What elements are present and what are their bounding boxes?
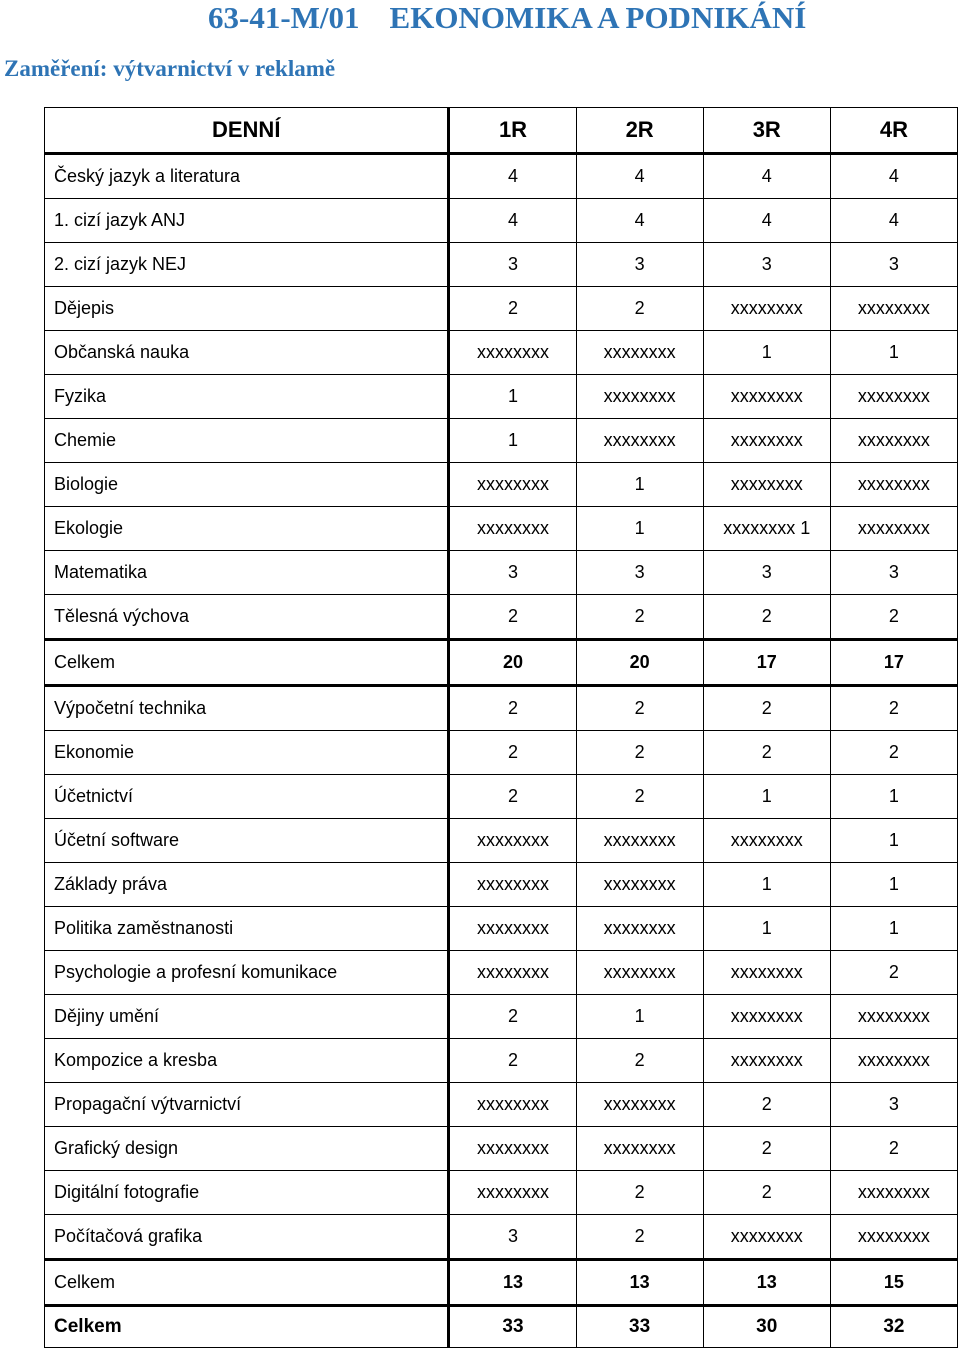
subject-name: Celkem <box>45 640 449 686</box>
lesson-count: 2 <box>830 951 957 995</box>
table-header-row <box>45 108 958 154</box>
lesson-count: xxxxxxxx <box>703 819 830 863</box>
curriculum-table <box>44 107 958 1348</box>
table-row <box>45 686 958 731</box>
lesson-count: 1 <box>703 331 830 375</box>
lesson-count: xxxxxxxx <box>449 1171 576 1215</box>
lesson-count: 4 <box>576 154 703 199</box>
subject-name: Dějiny umění <box>45 995 449 1039</box>
lesson-count: 3 <box>703 551 830 595</box>
column-header: 4R <box>830 108 957 154</box>
subject-name: Propagační výtvarnictví <box>45 1083 449 1127</box>
lesson-count: 17 <box>703 640 830 686</box>
document-title <box>208 0 806 36</box>
lesson-count: 1 <box>576 995 703 1039</box>
subject-name: Občanská nauka <box>45 331 449 375</box>
subject-name: Počítačová grafika <box>45 1215 449 1260</box>
lesson-count: xxxxxxxx <box>703 1215 830 1260</box>
column-header: DENNÍ <box>45 108 449 154</box>
lesson-count: 3 <box>830 243 957 287</box>
lesson-count: 2 <box>703 686 830 731</box>
lesson-count: xxxxxxxx <box>703 287 830 331</box>
lesson-count: xxxxxxxx <box>830 995 957 1039</box>
lesson-count: 4 <box>703 154 830 199</box>
subject-name: Kompozice a kresba <box>45 1039 449 1083</box>
lesson-count: 2 <box>830 595 957 640</box>
lesson-count: 20 <box>449 640 576 686</box>
subject-name: Grafický design <box>45 1127 449 1171</box>
lesson-count: 4 <box>703 199 830 243</box>
lesson-count: 3 <box>830 1083 957 1127</box>
lesson-count: 2 <box>449 731 576 775</box>
field-name: EKONOMIKA A PODNIKÁNÍ <box>389 0 807 35</box>
lesson-count: xxxxxxxx <box>449 907 576 951</box>
lesson-count: xxxxxxxx <box>830 375 957 419</box>
lesson-count: xxxxxxxx <box>449 507 576 551</box>
lesson-count: 1 <box>703 775 830 819</box>
table-row <box>45 154 958 199</box>
table-row <box>45 1171 958 1215</box>
lesson-count: 3 <box>830 551 957 595</box>
lesson-count: xxxxxxxx <box>576 863 703 907</box>
lesson-count: 2 <box>830 1127 957 1171</box>
subject-name: Politika zaměstnanosti <box>45 907 449 951</box>
lesson-count: 2 <box>830 686 957 731</box>
lesson-count: 1 <box>830 907 957 951</box>
lesson-count: xxxxxxxx <box>703 375 830 419</box>
lesson-count: xxxxxxxx <box>703 995 830 1039</box>
table-row <box>45 287 958 331</box>
subject-name: 1. cizí jazyk ANJ <box>45 199 449 243</box>
lesson-count: 4 <box>576 199 703 243</box>
lesson-count: 1 <box>703 863 830 907</box>
lesson-count: 30 <box>703 1306 830 1348</box>
lesson-count: 2 <box>576 731 703 775</box>
lesson-count: 1 <box>449 419 576 463</box>
table-row <box>45 463 958 507</box>
table-row <box>45 1083 958 1127</box>
lesson-count: 2 <box>449 775 576 819</box>
lesson-count: xxxxxxxx <box>576 951 703 995</box>
lesson-count: xxxxxxxx <box>576 1127 703 1171</box>
lesson-count: xxxxxxxx <box>830 1171 957 1215</box>
table-row <box>45 199 958 243</box>
lesson-count: 32 <box>830 1306 957 1348</box>
subject-name: Celkem <box>45 1260 449 1306</box>
field-code: 63-41-M/01 <box>208 0 360 35</box>
lesson-count: 4 <box>449 199 576 243</box>
lesson-count: 4 <box>830 199 957 243</box>
lesson-count: 3 <box>703 243 830 287</box>
subtotal-row <box>45 640 958 686</box>
lesson-count: 2 <box>703 1127 830 1171</box>
table-row <box>45 1215 958 1260</box>
lesson-count: xxxxxxxx <box>449 463 576 507</box>
table-row <box>45 1127 958 1171</box>
lesson-count: xxxxxxxx <box>576 419 703 463</box>
subject-name: Účetnictví <box>45 775 449 819</box>
subject-name: Digitální fotografie <box>45 1171 449 1215</box>
lesson-count: 13 <box>703 1260 830 1306</box>
lesson-count: 33 <box>576 1306 703 1348</box>
lesson-count: 1 <box>830 819 957 863</box>
lesson-count: 2 <box>449 1039 576 1083</box>
lesson-count: xxxxxxxx 1 <box>703 507 830 551</box>
table-row <box>45 595 958 640</box>
table-row <box>45 375 958 419</box>
lesson-count: 3 <box>449 243 576 287</box>
table-row <box>45 419 958 463</box>
table-body <box>45 154 958 1348</box>
lesson-count: 3 <box>576 551 703 595</box>
subject-name: Ekonomie <box>45 731 449 775</box>
lesson-count: xxxxxxxx <box>830 1039 957 1083</box>
subject-name: 2. cizí jazyk NEJ <box>45 243 449 287</box>
lesson-count: 2 <box>703 731 830 775</box>
lesson-count: 17 <box>830 640 957 686</box>
lesson-count: 2 <box>576 775 703 819</box>
lesson-count: xxxxxxxx <box>703 1039 830 1083</box>
lesson-count: 2 <box>576 1215 703 1260</box>
table-row <box>45 907 958 951</box>
lesson-count: xxxxxxxx <box>830 507 957 551</box>
table-row <box>45 775 958 819</box>
lesson-count: 3 <box>576 243 703 287</box>
subject-name: Účetní software <box>45 819 449 863</box>
lesson-count: 2 <box>703 1083 830 1127</box>
column-header: 2R <box>576 108 703 154</box>
table-row <box>45 951 958 995</box>
table-row <box>45 331 958 375</box>
lesson-count: 2 <box>576 686 703 731</box>
lesson-count: 1 <box>576 507 703 551</box>
lesson-count: 2 <box>449 995 576 1039</box>
lesson-count: 33 <box>449 1306 576 1348</box>
subject-name: Ekologie <box>45 507 449 551</box>
lesson-count: 2 <box>449 595 576 640</box>
document-subtitle: Zaměření: výtvarnictví v reklamě <box>4 56 336 81</box>
lesson-count: 13 <box>449 1260 576 1306</box>
subject-name: Matematika <box>45 551 449 595</box>
lesson-count: 2 <box>703 595 830 640</box>
lesson-count: xxxxxxxx <box>449 951 576 995</box>
lesson-count: 13 <box>576 1260 703 1306</box>
lesson-count: xxxxxxxx <box>703 951 830 995</box>
grand-total-row <box>45 1306 958 1348</box>
table-row <box>45 819 958 863</box>
lesson-count: 2 <box>576 1039 703 1083</box>
lesson-count: 4 <box>449 154 576 199</box>
table-row <box>45 995 958 1039</box>
subject-name: Biologie <box>45 463 449 507</box>
lesson-count: 2 <box>703 1171 830 1215</box>
subject-name: Chemie <box>45 419 449 463</box>
lesson-count: xxxxxxxx <box>830 287 957 331</box>
lesson-count: xxxxxxxx <box>449 1127 576 1171</box>
lesson-count: 2 <box>830 731 957 775</box>
subject-name: Český jazyk a literatura <box>45 154 449 199</box>
lesson-count: 1 <box>830 863 957 907</box>
subtotal-row <box>45 1260 958 1306</box>
lesson-count: xxxxxxxx <box>449 819 576 863</box>
lesson-count: xxxxxxxx <box>830 463 957 507</box>
lesson-count: 2 <box>449 287 576 331</box>
lesson-count: 3 <box>449 551 576 595</box>
lesson-count: xxxxxxxx <box>576 331 703 375</box>
subject-name: Tělesná výchova <box>45 595 449 640</box>
lesson-count: xxxxxxxx <box>576 907 703 951</box>
lesson-count: xxxxxxxx <box>449 863 576 907</box>
table-row <box>45 551 958 595</box>
table-row <box>45 507 958 551</box>
table-row <box>45 731 958 775</box>
lesson-count: 4 <box>830 154 957 199</box>
lesson-count: 1 <box>576 463 703 507</box>
column-header: 1R <box>449 108 576 154</box>
subject-name: Fyzika <box>45 375 449 419</box>
subject-name: Dějepis <box>45 287 449 331</box>
lesson-count: xxxxxxxx <box>830 419 957 463</box>
lesson-count: xxxxxxxx <box>830 1215 957 1260</box>
lesson-count: 15 <box>830 1260 957 1306</box>
lesson-count: xxxxxxxx <box>449 331 576 375</box>
table-row <box>45 243 958 287</box>
lesson-count: xxxxxxxx <box>576 1083 703 1127</box>
lesson-count: 1 <box>830 331 957 375</box>
lesson-count: 20 <box>576 640 703 686</box>
lesson-count: 2 <box>576 1171 703 1215</box>
lesson-count: xxxxxxxx <box>576 375 703 419</box>
lesson-count: xxxxxxxx <box>703 463 830 507</box>
subject-name: Výpočetní technika <box>45 686 449 731</box>
lesson-count: 1 <box>830 775 957 819</box>
table-row <box>45 863 958 907</box>
lesson-count: 3 <box>449 1215 576 1260</box>
subject-name: Celkem <box>45 1306 449 1348</box>
lesson-count: 1 <box>703 907 830 951</box>
lesson-count: xxxxxxxx <box>576 819 703 863</box>
lesson-count: 2 <box>576 595 703 640</box>
table-row <box>45 1039 958 1083</box>
lesson-count: 2 <box>576 287 703 331</box>
lesson-count: xxxxxxxx <box>703 419 830 463</box>
lesson-count: 1 <box>449 375 576 419</box>
subject-name: Psychologie a profesní komunikace <box>45 951 449 995</box>
column-header: 3R <box>703 108 830 154</box>
subject-name: Základy práva <box>45 863 449 907</box>
lesson-count: 2 <box>449 686 576 731</box>
lesson-count: xxxxxxxx <box>449 1083 576 1127</box>
